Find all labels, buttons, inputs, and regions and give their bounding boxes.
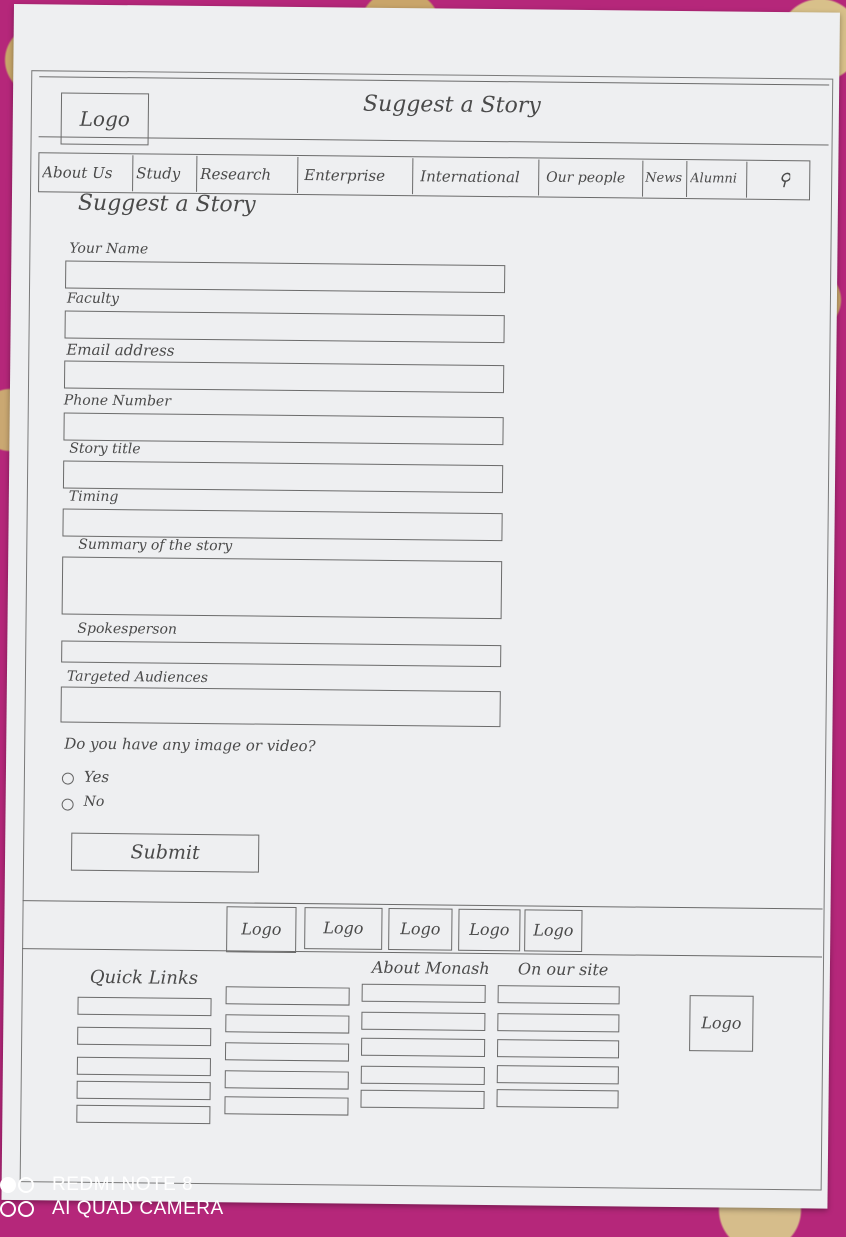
- nav-enterprise[interactable]: Enterprise: [304, 166, 386, 185]
- footer-link[interactable]: [225, 1042, 349, 1061]
- partner-logo-3[interactable]: [388, 908, 452, 951]
- footer-link[interactable]: [497, 1065, 619, 1084]
- footer-link[interactable]: [224, 1096, 348, 1115]
- nav-alumni[interactable]: Alumni: [690, 171, 738, 187]
- partner-logo-label: Logo: [400, 919, 441, 939]
- camera-model-text: REDMI NOTE 8: [52, 1174, 194, 1195]
- radio-yes-label: Yes: [83, 767, 110, 787]
- partner-logo-label: Logo: [469, 919, 510, 940]
- camera-lens-text: AI QUAD CAMERA: [52, 1198, 224, 1219]
- page-title: Suggest a Story: [362, 91, 541, 119]
- submit-button-label: Submit: [130, 841, 200, 864]
- radio-no[interactable]: [62, 799, 74, 811]
- input-spokesperson[interactable]: [61, 641, 501, 668]
- footer-about-heading: About Monash: [371, 957, 490, 979]
- input-faculty[interactable]: [64, 311, 504, 344]
- partner-logo-label: Logo: [241, 919, 282, 939]
- footer-logo-label: Logo: [701, 1013, 742, 1033]
- footer-link[interactable]: [225, 1014, 349, 1033]
- footer-link[interactable]: [362, 984, 486, 1003]
- footer-link[interactable]: [361, 1066, 485, 1085]
- footer-link[interactable]: [77, 997, 211, 1016]
- input-story-title[interactable]: [63, 461, 503, 494]
- footer-link[interactable]: [496, 1089, 618, 1108]
- partner-logo-2[interactable]: [304, 907, 382, 950]
- label-audience: Targeted Audiences: [66, 668, 209, 687]
- nav-our-people[interactable]: Our people: [546, 169, 626, 187]
- footer-link[interactable]: [360, 1090, 484, 1109]
- label-phone: Phone Number: [63, 392, 172, 410]
- nav-research[interactable]: Research: [200, 164, 272, 184]
- form-heading: Suggest a Story: [77, 190, 256, 218]
- footer-link[interactable]: [498, 985, 620, 1004]
- input-email[interactable]: [64, 361, 504, 394]
- footer-link[interactable]: [361, 1038, 485, 1057]
- footer-link[interactable]: [225, 1070, 349, 1089]
- nav-about-us[interactable]: About Us: [42, 163, 113, 183]
- camera-watermark-line1: [0, 1174, 224, 1198]
- header-logo-label: Logo: [79, 106, 131, 132]
- footer-link[interactable]: [77, 1081, 211, 1100]
- nav-study[interactable]: Study: [136, 164, 181, 183]
- footer-link[interactable]: [77, 1027, 211, 1046]
- sketch-paper: [1, 4, 839, 1209]
- label-timing: Timing: [68, 488, 119, 506]
- camera-dot-icon: [0, 1177, 16, 1193]
- radio-no-label: No: [83, 793, 105, 810]
- footer-link[interactable]: [76, 1105, 210, 1124]
- partner-logo-label: Logo: [323, 918, 364, 938]
- nav-international[interactable]: International: [420, 167, 520, 187]
- camera-watermark: [0, 1174, 224, 1222]
- footer-link[interactable]: [497, 1039, 619, 1058]
- footer-logo[interactable]: [689, 995, 754, 1052]
- partner-logo-4[interactable]: [458, 909, 520, 952]
- partner-logo-5[interactable]: [524, 909, 582, 952]
- camera-dot-icon: [18, 1177, 34, 1193]
- camera-ring-icon: [0, 1201, 16, 1217]
- search-icon[interactable]: ⚲: [778, 170, 791, 191]
- footer-link[interactable]: [497, 1013, 619, 1032]
- label-summary: Summary of the story: [78, 536, 233, 555]
- radio-yes[interactable]: [62, 773, 74, 785]
- footer-link[interactable]: [77, 1057, 211, 1076]
- input-summary[interactable]: [62, 557, 503, 620]
- image-video-question: Do you have any image or video?: [64, 734, 316, 756]
- label-email: Email address: [66, 340, 175, 360]
- partner-logo-label: Logo: [533, 920, 574, 940]
- camera-ring-icon: [18, 1201, 34, 1217]
- label-your-name: Your Name: [69, 240, 149, 258]
- footer-quick-links-heading: Quick Links: [89, 966, 199, 989]
- label-faculty: Faculty: [66, 290, 119, 308]
- footer-on-our-site-heading: On our site: [517, 959, 609, 980]
- label-story-title: Story title: [69, 440, 141, 458]
- label-spokesperson: Spokesperson: [77, 620, 178, 638]
- input-your-name[interactable]: [65, 261, 505, 294]
- camera-watermark-line2: [0, 1198, 224, 1222]
- partner-logo-1[interactable]: [226, 906, 296, 953]
- submit-button[interactable]: [71, 833, 259, 873]
- footer-link[interactable]: [226, 986, 350, 1005]
- input-audience[interactable]: [60, 687, 500, 728]
- footer-link[interactable]: [361, 1012, 485, 1031]
- nav-news[interactable]: News: [645, 170, 683, 187]
